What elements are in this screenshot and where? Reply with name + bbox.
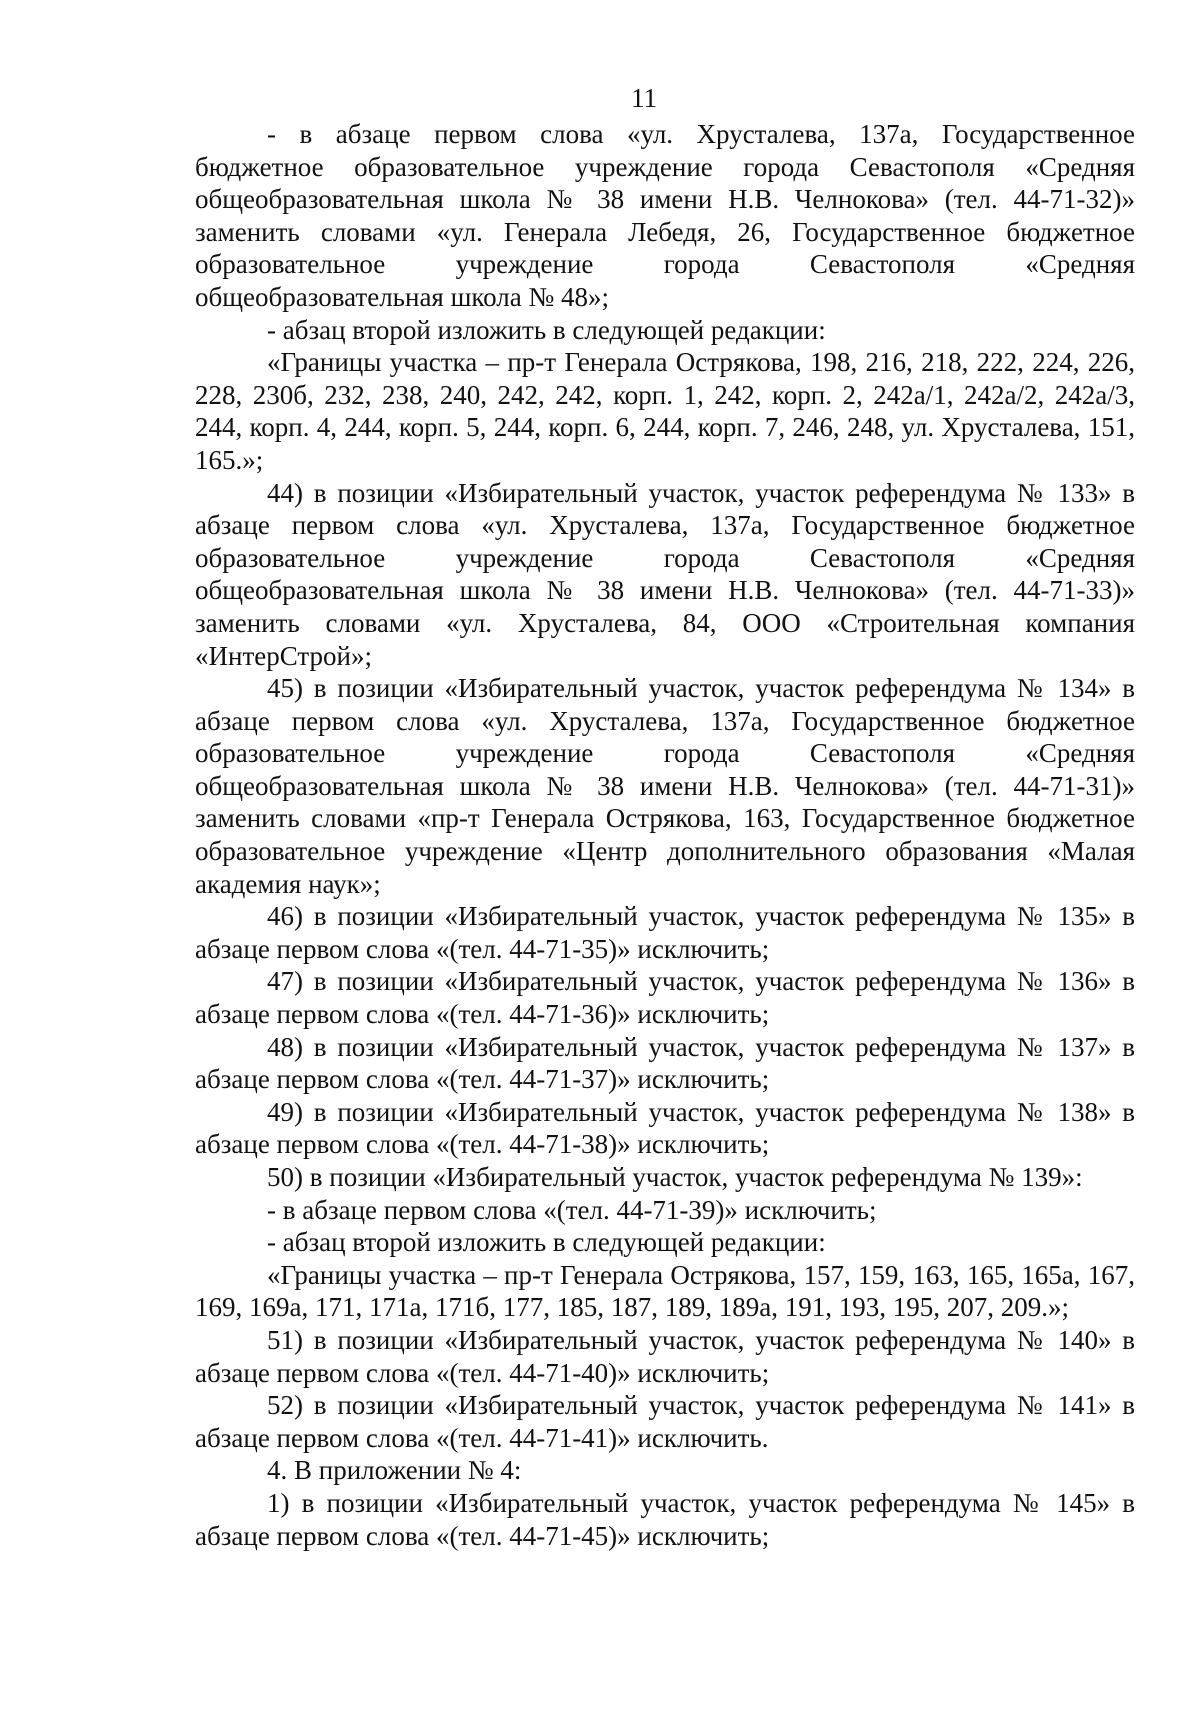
- paragraph: - абзац второй изложить в следующей редакции:: [267, 314, 826, 345]
- paragraph: 46) в позиции «Избирательный участок, участок референдума № 135» в абзаце первом слова «(тел. 44-71-35)» исключить;: [195, 901, 1135, 964]
- paragraph: - в абзаце первом слова «(тел. 44-71-39)» исключить;: [267, 1194, 877, 1225]
- paragraph: 48) в позиции «Избирательный участок, участок референдума № 137» в абзаце первом слова «(тел. 44-71-37)» исключить;: [195, 1031, 1135, 1095]
- paragraph: 45) в позиции «Избирательный участок, участок референдума № 134» в абзаце первом слова «ул. Хрусталева, 137а, Государственное бюджетное образовательное учреждение города Севастополя «Средняя общеобразовательная школа № 38 имени Н.В. Челнокова» (тел. 44-71-31)» заменить словами «пр-т Генерала Острякова, 163, Государственное бюджетное образовательное учреждение «Центр дополнительного образования «Малая академия наук»;: [195, 673, 1135, 899]
- paragraph: - абзац второй изложить в следующей редакции:: [267, 1227, 826, 1258]
- paragraph: 51) в позиции «Избирательный участок, участок референдума № 140» в абзаце первом слова «(тел. 44-71-40)» исключить;: [195, 1324, 1135, 1388]
- paragraph: 44) в позиции «Избирательный участок, участок референдума № 133» в абзаце первом слова «ул. Хрусталева, 137а, Государственное бюджетное образовательное учреждение города Севастополя «Средняя общеобразовательная школа № 38 имени Н.В. Челнокова» (тел. 44-71-33)» заменить словами «ул. Хрусталева, 84, ООО «Строительная компания «ИнтерСтрой»;: [195, 477, 1135, 671]
- paragraph: 50) в позиции «Избирательный участок, участок референдума № 139»:: [267, 1162, 1083, 1192]
- paragraph: «Границы участка – пр-т Генерала Острякова, 198, 216, 218, 222, 224, 226, 228, 230б, 232, 238, 240, 242, 242, корп. 1, 242, корп. 2, 242а/1, 242а/2, 242а/3, 244, корп. 4, 244, корп. 5, 244, корп. 6, 244, корп. 7, 246, 248, ул. Хрусталева, 151, 165.»;: [195, 347, 1135, 475]
- paragraph: 4. В приложении № 4:: [267, 1455, 522, 1486]
- paragraph: 52) в позиции «Избирательный участок, участок референдума № 141» в абзаце первом слова «(тел. 44-71-41)» исключить.: [195, 1390, 1135, 1453]
- paragraph: 47) в позиции «Избирательный участок, участок референдума № 136» в абзаце первом слова «(тел. 44-71-36)» исключить;: [195, 966, 1135, 1030]
- paragraph: 1) в позиции «Избирательный участок, участок референдума № 145» в абзаце первом слова «(тел. 44-71-45)» исключить;: [195, 1487, 1135, 1551]
- page-number: 11: [631, 83, 657, 113]
- paragraph: 49) в позиции «Избирательный участок, участок референдума № 138» в абзаце первом слова «(тел. 44-71-38)» исключить;: [195, 1096, 1135, 1160]
- paragraph: «Границы участка – пр-т Генерала Острякова, 157, 159, 163, 165, 165а, 167, 169, 169а, 171, 171а, 171б, 177, 185, 187, 189, 189а, 191, 193, 195, 207, 209.»;: [195, 1259, 1135, 1323]
- document-body: [195, 118, 1135, 1552]
- paragraph: - в абзаце первом слова «ул. Хрусталева, 137а, Государственное бюджетное образовательное учреждение города Севастополя «Средняя общеобразовательная школа № 38 имени Н.В. Челнокова» (тел. 44-71-32)» заменить словами «ул. Генерала Лебедя, 26, Государственное бюджетное образовательное учреждение города Севастополя «Средняя общеобразовательная школа № 48»;: [195, 119, 1135, 312]
